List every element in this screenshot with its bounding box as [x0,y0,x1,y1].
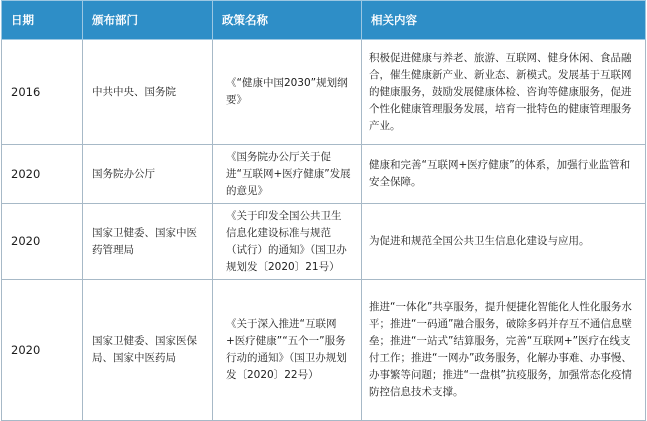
cell-policy-name: 《“健康中国2030”规划纲要》 [213,40,362,145]
cell-policy-name: 《关于印发全国公共卫生信息化建设标准与规范（试行）的通知》（国卫办规划发〔2020〕21号） [213,204,362,280]
cell-department: 国家卫健委、国家医保局、国家中医药局 [83,280,213,421]
table-row [2,280,646,421]
cell-year: 2016 [2,40,83,145]
policy-table [1,0,646,421]
table-row [2,204,646,280]
cell-year: 2020 [2,280,83,421]
header-department: 颁布部门 [83,1,213,40]
header-policy-name: 政策名称 [213,1,362,40]
cell-department: 国务院办公厅 [83,145,213,204]
table-header-row [2,1,646,40]
table-row [2,145,646,204]
cell-department: 中共中央、国务院 [83,40,213,145]
cell-department: 国家卫健委、国家中医药管理局 [83,204,213,280]
header-content: 相关内容 [362,1,646,40]
header-date: 日期 [2,1,83,40]
cell-content: 积极促进健康与养老、旅游、互联网、健身休闲、食品融合，催生健康新产业、新业态、新模式。发展基于互联网的健康服务，鼓励发展健康体检、咨询等健康服务，促进个性化健康管理服务发展，培育一批特色的健康管理服务产业。 [362,40,646,145]
cell-policy-name: 《国务院办公厅关于促进“互联网+医疗健康”发展的意见》 [213,145,362,204]
cell-content: 为促进和规范全国公共卫生信息化建设与应用。 [362,204,646,280]
cell-policy-name: 《关于深入推进“互联网+医疗健康”“五个一”服务行动的通知》（国卫办规划发〔2020〕22号） [213,280,362,421]
cell-year: 2020 [2,145,83,204]
cell-content: 健康和完善“互联网+医疗健康”的体系，加强行业监管和安全保障。 [362,145,646,204]
table-row [2,40,646,145]
cell-year: 2020 [2,204,83,280]
cell-content: 推进“一体化”共享服务，提升便捷化智能化人性化服务水平；推进“一码通”融合服务，破除多码并存互不通信息壁垒；推进“一站式”结算服务，完善“互联网+”医疗在线支付工作；推进“一网办”政务服务，化解办事难、办事慢、办事繁等问题；推进“一盘棋”抗疫服务，加强常态化疫情防控信息技术支撑。 [362,280,646,421]
